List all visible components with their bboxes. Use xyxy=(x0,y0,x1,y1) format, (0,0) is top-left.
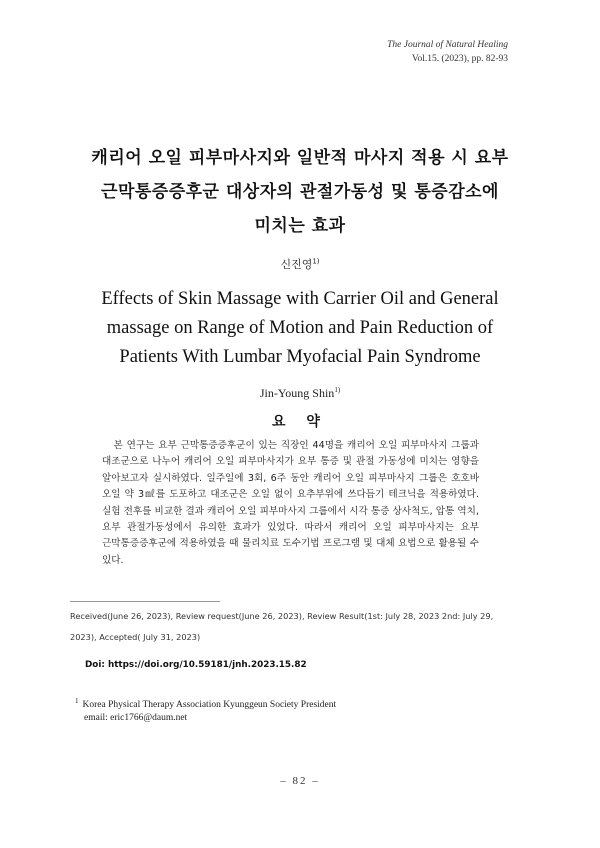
korean-title-line: 미치는 효과 xyxy=(254,216,346,236)
affiliation-text: Korea Physical Therapy Association Kyunggeun Society President xyxy=(82,700,337,710)
korean-author-name: 신진영 xyxy=(280,258,313,271)
korean-title xyxy=(40,141,560,243)
journal-name: The Journal of Natural Healing xyxy=(387,40,508,50)
english-author-name: Jin-Young Shin xyxy=(259,386,335,400)
page-number: – 82 – xyxy=(280,775,320,787)
author-affiliation xyxy=(75,696,337,725)
volume-info: Vol.15. (2023), pp. 82-93 xyxy=(411,54,508,64)
affiliation-mark: 1 xyxy=(75,696,79,705)
korean-title-line: 캐리어 오일 피부마사지와 일반적 마사지 적용 시 요부 xyxy=(91,148,509,168)
doi-link[interactable]: Doi: https://doi.org/10.59181/jnh.2023.15.82 xyxy=(85,660,307,670)
korean-author xyxy=(0,256,600,272)
korean-author-mark: 1) xyxy=(312,257,320,266)
received-dates: Received(June 26, 2023), Review request(June 26, 2023), Review Result(1st: July 28, 2023 2nd: July 29, 2023), Accepted( July 31, 2023) xyxy=(70,611,494,642)
journal-header xyxy=(387,38,508,66)
english-title-line: massage on Range of Motion and Pain Reduction of xyxy=(106,318,494,338)
author-email[interactable]: email: eric1766@daum.net xyxy=(84,713,188,723)
english-title xyxy=(60,285,540,372)
footnote-divider xyxy=(70,601,220,602)
abstract-text: 본 연구는 요부 근막통증증후군이 있는 직장인 44명을 캐리어 오일 피부마사지 그룹과 대조군으로 나누어 캐리어 오일 피부마사지가 요부 통증 및 관절 가동성에 미치는 영향을 알아보고자 실시하였다. 일주일에 3회, 6주 동안 캐리어 오일 피부마사지 그룹은 호호바 오일 약 3㎖를 도포하고 대조군은 오일 없이 요추부위에 쓰다듬기 테크닉을 적용하였다. 실험 전후를 비교한 결과 캐리어 오일 피부마사지 그룹에서 시각 통증 상사척도, 압통 역치, 요부 관절가동성에서 유의한 효과가 있었다. 따라서 캐리어 오일 피부마사지는 요부 근막통증증후군에 적용하였을 때 물리치료 도수기법 프로그램 및 대체 요법으로 활용될 수 있다. xyxy=(102,440,479,566)
korean-title-line: 근막통증증후군 대상자의 관절가동성 및 통증감소에 xyxy=(101,182,499,202)
english-title-line: Patients With Lumbar Myofacial Pain Syndrome xyxy=(119,347,481,367)
english-author xyxy=(0,386,600,401)
english-title-line: Effects of Skin Massage with Carrier Oil and General xyxy=(101,289,499,309)
abstract-heading: 요 약 xyxy=(272,414,328,430)
english-author-mark: 1) xyxy=(334,386,341,394)
